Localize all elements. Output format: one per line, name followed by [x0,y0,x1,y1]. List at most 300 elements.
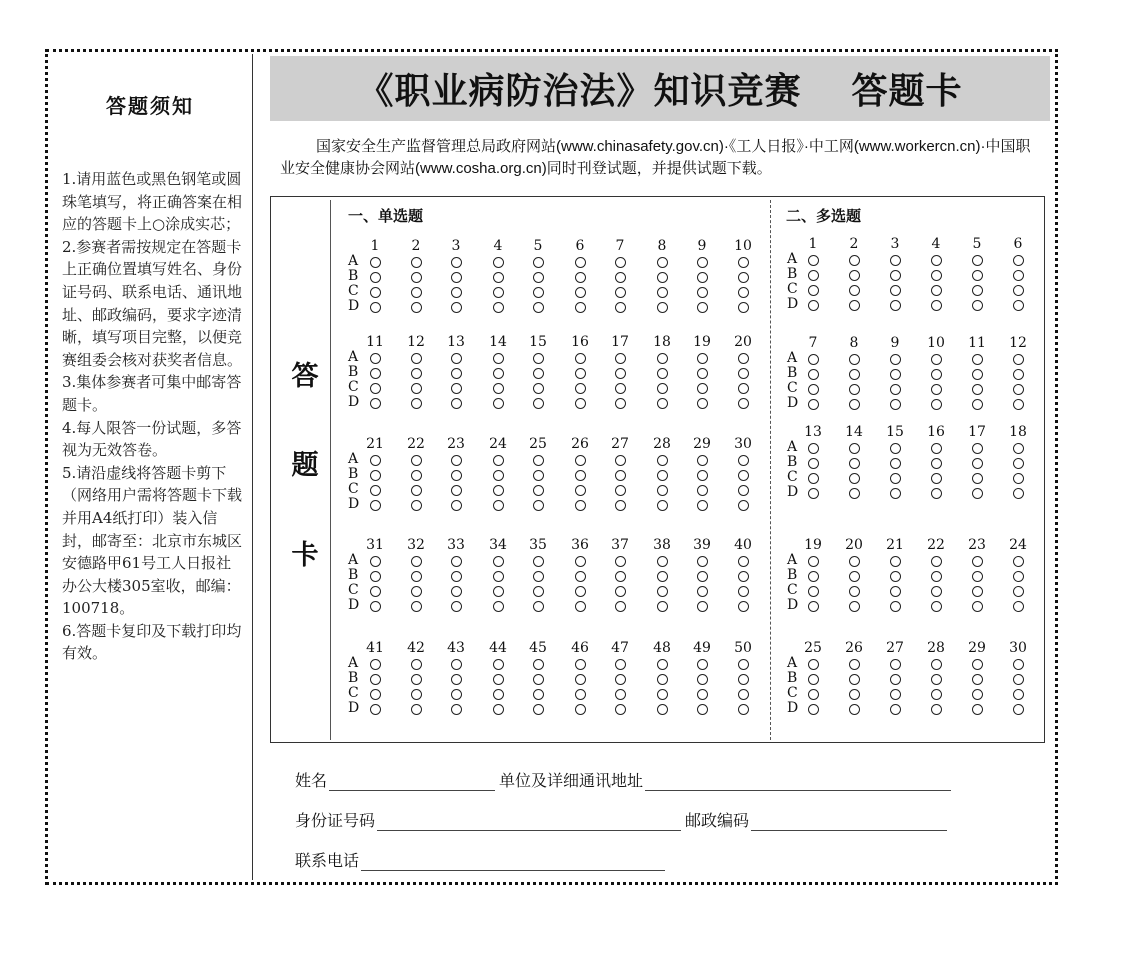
answer-bubble-28-d[interactable] [931,704,942,715]
answer-bubble-28-b[interactable] [931,674,942,685]
answer-bubble-20-d[interactable] [849,601,860,612]
answer-bubble-3-b[interactable] [451,272,462,283]
answer-bubble-16-b[interactable] [931,458,942,469]
answer-bubble-2-c[interactable] [849,285,860,296]
answer-bubble-22-c[interactable] [411,485,422,496]
answer-bubble-13-b[interactable] [808,458,819,469]
answer-bubble-22-d[interactable] [931,601,942,612]
answer-bubble-49-b[interactable] [697,674,708,685]
answer-bubble-32-a[interactable] [411,556,422,567]
answer-bubble-3-a[interactable] [451,257,462,268]
answer-bubble-17-a[interactable] [972,443,983,454]
answer-bubble-15-d[interactable] [890,488,901,499]
answer-bubble-26-d[interactable] [849,704,860,715]
answer-bubble-18-b[interactable] [657,368,668,379]
answer-bubble-50-b[interactable] [738,674,749,685]
answer-bubble-24-c[interactable] [493,485,504,496]
answer-bubble-1-b[interactable] [370,272,381,283]
answer-bubble-27-a[interactable] [615,455,626,466]
answer-bubble-16-b[interactable] [575,368,586,379]
answer-bubble-18-c[interactable] [657,383,668,394]
answer-bubble-33-d[interactable] [451,601,462,612]
answer-bubble-12-d[interactable] [1013,399,1024,410]
answer-bubble-30-a[interactable] [738,455,749,466]
answer-bubble-29-d[interactable] [972,704,983,715]
answer-bubble-32-c[interactable] [411,586,422,597]
answer-bubble-30-c[interactable] [738,485,749,496]
answer-bubble-10-c[interactable] [931,384,942,395]
answer-bubble-38-a[interactable] [657,556,668,567]
answer-bubble-3-c[interactable] [451,287,462,298]
answer-bubble-15-c[interactable] [890,473,901,484]
answer-bubble-18-d[interactable] [657,398,668,409]
answer-bubble-30-c[interactable] [1013,689,1024,700]
answer-bubble-8-c[interactable] [849,384,860,395]
answer-bubble-5-d[interactable] [533,302,544,313]
answer-bubble-10-a[interactable] [738,257,749,268]
answer-bubble-48-c[interactable] [657,689,668,700]
answer-bubble-23-b[interactable] [972,571,983,582]
answer-bubble-19-c[interactable] [808,586,819,597]
answer-bubble-46-d[interactable] [575,704,586,715]
answer-bubble-24-b[interactable] [493,470,504,481]
answer-bubble-13-a[interactable] [451,353,462,364]
answer-bubble-42-d[interactable] [411,704,422,715]
answer-bubble-4-d[interactable] [931,300,942,311]
answer-bubble-6-d[interactable] [575,302,586,313]
answer-bubble-50-d[interactable] [738,704,749,715]
answer-bubble-47-a[interactable] [615,659,626,670]
answer-bubble-36-d[interactable] [575,601,586,612]
answer-bubble-7-a[interactable] [808,354,819,365]
answer-bubble-12-a[interactable] [411,353,422,364]
answer-bubble-21-b[interactable] [370,470,381,481]
answer-bubble-4-b[interactable] [493,272,504,283]
answer-bubble-26-a[interactable] [575,455,586,466]
answer-bubble-3-b[interactable] [890,270,901,281]
answer-bubble-47-d[interactable] [615,704,626,715]
answer-bubble-18-d[interactable] [1013,488,1024,499]
answer-bubble-6-b[interactable] [575,272,586,283]
answer-bubble-44-a[interactable] [493,659,504,670]
answer-bubble-7-c[interactable] [808,384,819,395]
answer-bubble-19-d[interactable] [697,398,708,409]
answer-bubble-11-b[interactable] [370,368,381,379]
answer-bubble-47-b[interactable] [615,674,626,685]
answer-bubble-9-d[interactable] [890,399,901,410]
answer-bubble-16-c[interactable] [575,383,586,394]
answer-bubble-2-b[interactable] [849,270,860,281]
answer-bubble-34-c[interactable] [493,586,504,597]
answer-bubble-8-d[interactable] [657,302,668,313]
answer-bubble-19-d[interactable] [808,601,819,612]
answer-bubble-3-a[interactable] [890,255,901,266]
answer-bubble-22-b[interactable] [411,470,422,481]
answer-bubble-41-a[interactable] [370,659,381,670]
answer-bubble-5-a[interactable] [972,255,983,266]
answer-bubble-27-b[interactable] [615,470,626,481]
answer-bubble-23-c[interactable] [972,586,983,597]
answer-bubble-39-d[interactable] [697,601,708,612]
answer-bubble-11-d[interactable] [972,399,983,410]
answer-bubble-10-b[interactable] [931,369,942,380]
answer-bubble-43-c[interactable] [451,689,462,700]
answer-bubble-1-b[interactable] [808,270,819,281]
answer-bubble-17-d[interactable] [615,398,626,409]
id-number-field[interactable] [377,812,681,831]
answer-bubble-28-a[interactable] [657,455,668,466]
answer-bubble-11-b[interactable] [972,369,983,380]
answer-bubble-22-b[interactable] [931,571,942,582]
answer-bubble-19-a[interactable] [697,353,708,364]
answer-bubble-11-a[interactable] [370,353,381,364]
answer-bubble-35-c[interactable] [533,586,544,597]
answer-bubble-37-a[interactable] [615,556,626,567]
answer-bubble-8-b[interactable] [849,369,860,380]
answer-bubble-2-a[interactable] [849,255,860,266]
answer-bubble-12-d[interactable] [411,398,422,409]
answer-bubble-11-c[interactable] [972,384,983,395]
answer-bubble-22-a[interactable] [931,556,942,567]
answer-bubble-49-d[interactable] [697,704,708,715]
answer-bubble-5-b[interactable] [972,270,983,281]
answer-bubble-21-c[interactable] [890,586,901,597]
answer-bubble-35-d[interactable] [533,601,544,612]
answer-bubble-34-d[interactable] [493,601,504,612]
answer-bubble-20-a[interactable] [849,556,860,567]
answer-bubble-2-c[interactable] [411,287,422,298]
answer-bubble-41-b[interactable] [370,674,381,685]
answer-bubble-48-a[interactable] [657,659,668,670]
answer-bubble-25-d[interactable] [533,500,544,511]
answer-bubble-25-c[interactable] [533,485,544,496]
answer-bubble-1-a[interactable] [808,255,819,266]
answer-bubble-32-b[interactable] [411,571,422,582]
answer-bubble-30-a[interactable] [1013,659,1024,670]
answer-bubble-15-a[interactable] [890,443,901,454]
answer-bubble-27-d[interactable] [890,704,901,715]
answer-bubble-26-c[interactable] [575,485,586,496]
name-field[interactable] [329,772,495,791]
answer-bubble-49-c[interactable] [697,689,708,700]
answer-bubble-4-b[interactable] [931,270,942,281]
answer-bubble-21-c[interactable] [370,485,381,496]
answer-bubble-1-c[interactable] [808,285,819,296]
answer-bubble-23-d[interactable] [451,500,462,511]
answer-bubble-10-c[interactable] [738,287,749,298]
answer-bubble-20-c[interactable] [738,383,749,394]
answer-bubble-11-a[interactable] [972,354,983,365]
answer-bubble-3-c[interactable] [890,285,901,296]
answer-bubble-23-b[interactable] [451,470,462,481]
answer-bubble-12-c[interactable] [411,383,422,394]
answer-bubble-36-c[interactable] [575,586,586,597]
answer-bubble-45-a[interactable] [533,659,544,670]
answer-bubble-21-a[interactable] [890,556,901,567]
answer-bubble-6-d[interactable] [1013,300,1024,311]
answer-bubble-23-c[interactable] [451,485,462,496]
answer-bubble-43-d[interactable] [451,704,462,715]
answer-bubble-15-d[interactable] [533,398,544,409]
answer-bubble-1-d[interactable] [370,302,381,313]
answer-bubble-14-d[interactable] [849,488,860,499]
answer-bubble-5-b[interactable] [533,272,544,283]
answer-bubble-14-a[interactable] [849,443,860,454]
answer-bubble-48-b[interactable] [657,674,668,685]
answer-bubble-35-b[interactable] [533,571,544,582]
answer-bubble-12-a[interactable] [1013,354,1024,365]
answer-bubble-16-d[interactable] [931,488,942,499]
answer-bubble-29-d[interactable] [697,500,708,511]
answer-bubble-39-b[interactable] [697,571,708,582]
answer-bubble-33-b[interactable] [451,571,462,582]
answer-bubble-29-c[interactable] [972,689,983,700]
answer-bubble-27-d[interactable] [615,500,626,511]
answer-bubble-16-d[interactable] [575,398,586,409]
answer-bubble-6-b[interactable] [1013,270,1024,281]
answer-bubble-3-d[interactable] [890,300,901,311]
answer-bubble-25-c[interactable] [808,689,819,700]
answer-bubble-10-d[interactable] [738,302,749,313]
answer-bubble-3-d[interactable] [451,302,462,313]
answer-bubble-35-a[interactable] [533,556,544,567]
answer-bubble-31-d[interactable] [370,601,381,612]
answer-bubble-4-d[interactable] [493,302,504,313]
answer-bubble-19-b[interactable] [808,571,819,582]
answer-bubble-39-c[interactable] [697,586,708,597]
answer-bubble-5-a[interactable] [533,257,544,268]
answer-bubble-43-b[interactable] [451,674,462,685]
answer-bubble-9-d[interactable] [697,302,708,313]
answer-bubble-8-a[interactable] [849,354,860,365]
phone-field[interactable] [361,852,665,871]
answer-bubble-42-c[interactable] [411,689,422,700]
answer-bubble-26-d[interactable] [575,500,586,511]
answer-bubble-4-c[interactable] [931,285,942,296]
answer-bubble-24-d[interactable] [1013,601,1024,612]
answer-bubble-13-c[interactable] [808,473,819,484]
answer-bubble-50-c[interactable] [738,689,749,700]
answer-bubble-20-a[interactable] [738,353,749,364]
answer-bubble-11-d[interactable] [370,398,381,409]
answer-bubble-33-c[interactable] [451,586,462,597]
answer-bubble-6-c[interactable] [575,287,586,298]
answer-bubble-34-a[interactable] [493,556,504,567]
answer-bubble-13-d[interactable] [808,488,819,499]
answer-bubble-48-d[interactable] [657,704,668,715]
answer-bubble-22-a[interactable] [411,455,422,466]
answer-bubble-2-b[interactable] [411,272,422,283]
answer-bubble-40-a[interactable] [738,556,749,567]
answer-bubble-46-a[interactable] [575,659,586,670]
answer-bubble-22-c[interactable] [931,586,942,597]
answer-bubble-14-c[interactable] [849,473,860,484]
answer-bubble-46-c[interactable] [575,689,586,700]
answer-bubble-7-b[interactable] [808,369,819,380]
answer-bubble-17-c[interactable] [972,473,983,484]
answer-bubble-6-c[interactable] [1013,285,1024,296]
answer-bubble-12-b[interactable] [1013,369,1024,380]
answer-bubble-28-c[interactable] [657,485,668,496]
answer-bubble-14-b[interactable] [849,458,860,469]
answer-bubble-16-c[interactable] [931,473,942,484]
answer-bubble-36-a[interactable] [575,556,586,567]
answer-bubble-25-b[interactable] [808,674,819,685]
answer-bubble-30-d[interactable] [738,500,749,511]
answer-bubble-27-c[interactable] [615,485,626,496]
answer-bubble-6-a[interactable] [1013,255,1024,266]
answer-bubble-31-a[interactable] [370,556,381,567]
answer-bubble-20-b[interactable] [849,571,860,582]
answer-bubble-25-a[interactable] [533,455,544,466]
answer-bubble-29-a[interactable] [697,455,708,466]
answer-bubble-18-c[interactable] [1013,473,1024,484]
answer-bubble-21-d[interactable] [890,601,901,612]
answer-bubble-44-c[interactable] [493,689,504,700]
answer-bubble-1-a[interactable] [370,257,381,268]
answer-bubble-6-a[interactable] [575,257,586,268]
answer-bubble-25-b[interactable] [533,470,544,481]
answer-bubble-10-a[interactable] [931,354,942,365]
answer-bubble-29-b[interactable] [972,674,983,685]
answer-bubble-17-b[interactable] [972,458,983,469]
answer-bubble-23-d[interactable] [972,601,983,612]
answer-bubble-45-b[interactable] [533,674,544,685]
answer-bubble-47-c[interactable] [615,689,626,700]
answer-bubble-12-c[interactable] [1013,384,1024,395]
answer-bubble-15-c[interactable] [533,383,544,394]
answer-bubble-2-d[interactable] [411,302,422,313]
answer-bubble-8-c[interactable] [657,287,668,298]
answer-bubble-41-c[interactable] [370,689,381,700]
answer-bubble-40-b[interactable] [738,571,749,582]
answer-bubble-23-a[interactable] [972,556,983,567]
answer-bubble-38-d[interactable] [657,601,668,612]
answer-bubble-24-a[interactable] [1013,556,1024,567]
answer-bubble-37-c[interactable] [615,586,626,597]
answer-bubble-11-c[interactable] [370,383,381,394]
answer-bubble-4-c[interactable] [493,287,504,298]
answer-bubble-19-c[interactable] [697,383,708,394]
answer-bubble-44-b[interactable] [493,674,504,685]
answer-bubble-18-b[interactable] [1013,458,1024,469]
answer-bubble-44-d[interactable] [493,704,504,715]
answer-bubble-14-c[interactable] [493,383,504,394]
answer-bubble-16-a[interactable] [931,443,942,454]
answer-bubble-4-a[interactable] [493,257,504,268]
answer-bubble-15-b[interactable] [533,368,544,379]
answer-bubble-26-b[interactable] [575,470,586,481]
answer-bubble-7-c[interactable] [615,287,626,298]
answer-bubble-42-a[interactable] [411,659,422,670]
answer-bubble-14-a[interactable] [493,353,504,364]
answer-bubble-28-b[interactable] [657,470,668,481]
answer-bubble-9-b[interactable] [890,369,901,380]
answer-bubble-7-d[interactable] [808,399,819,410]
answer-bubble-24-b[interactable] [1013,571,1024,582]
answer-bubble-31-c[interactable] [370,586,381,597]
answer-bubble-18-a[interactable] [1013,443,1024,454]
answer-bubble-24-d[interactable] [493,500,504,511]
answer-bubble-24-c[interactable] [1013,586,1024,597]
answer-bubble-46-b[interactable] [575,674,586,685]
answer-bubble-9-b[interactable] [697,272,708,283]
answer-bubble-9-c[interactable] [697,287,708,298]
answer-bubble-26-b[interactable] [849,674,860,685]
answer-bubble-8-d[interactable] [849,399,860,410]
answer-bubble-17-d[interactable] [972,488,983,499]
answer-bubble-29-a[interactable] [972,659,983,670]
answer-bubble-9-a[interactable] [697,257,708,268]
answer-bubble-13-b[interactable] [451,368,462,379]
answer-bubble-36-b[interactable] [575,571,586,582]
answer-bubble-13-d[interactable] [451,398,462,409]
answer-bubble-37-b[interactable] [615,571,626,582]
answer-bubble-25-a[interactable] [808,659,819,670]
answer-bubble-7-d[interactable] [615,302,626,313]
answer-bubble-15-a[interactable] [533,353,544,364]
answer-bubble-1-d[interactable] [808,300,819,311]
answer-bubble-20-d[interactable] [738,398,749,409]
answer-bubble-1-c[interactable] [370,287,381,298]
answer-bubble-18-a[interactable] [657,353,668,364]
answer-bubble-45-d[interactable] [533,704,544,715]
answer-bubble-13-c[interactable] [451,383,462,394]
answer-bubble-21-a[interactable] [370,455,381,466]
answer-bubble-30-b[interactable] [738,470,749,481]
answer-bubble-26-c[interactable] [849,689,860,700]
answer-bubble-7-a[interactable] [615,257,626,268]
answer-bubble-49-a[interactable] [697,659,708,670]
answer-bubble-38-b[interactable] [657,571,668,582]
answer-bubble-8-b[interactable] [657,272,668,283]
answer-bubble-2-d[interactable] [849,300,860,311]
answer-bubble-19-a[interactable] [808,556,819,567]
answer-bubble-34-b[interactable] [493,571,504,582]
answer-bubble-12-b[interactable] [411,368,422,379]
answer-bubble-10-b[interactable] [738,272,749,283]
answer-bubble-32-d[interactable] [411,601,422,612]
answer-bubble-5-c[interactable] [972,285,983,296]
answer-bubble-27-c[interactable] [890,689,901,700]
answer-bubble-23-a[interactable] [451,455,462,466]
answer-bubble-20-c[interactable] [849,586,860,597]
answer-bubble-29-c[interactable] [697,485,708,496]
answer-bubble-13-a[interactable] [808,443,819,454]
answer-bubble-30-b[interactable] [1013,674,1024,685]
answer-bubble-17-c[interactable] [615,383,626,394]
answer-bubble-39-a[interactable] [697,556,708,567]
answer-bubble-9-a[interactable] [890,354,901,365]
answer-bubble-42-b[interactable] [411,674,422,685]
answer-bubble-17-b[interactable] [615,368,626,379]
answer-bubble-50-a[interactable] [738,659,749,670]
answer-bubble-30-d[interactable] [1013,704,1024,715]
answer-bubble-22-d[interactable] [411,500,422,511]
address-field[interactable] [645,772,951,791]
answer-bubble-28-d[interactable] [657,500,668,511]
answer-bubble-41-d[interactable] [370,704,381,715]
answer-bubble-37-d[interactable] [615,601,626,612]
answer-bubble-31-b[interactable] [370,571,381,582]
answer-bubble-15-b[interactable] [890,458,901,469]
answer-bubble-28-c[interactable] [931,689,942,700]
answer-bubble-14-d[interactable] [493,398,504,409]
answer-bubble-4-a[interactable] [931,255,942,266]
answer-bubble-19-b[interactable] [697,368,708,379]
answer-bubble-9-c[interactable] [890,384,901,395]
answer-bubble-17-a[interactable] [615,353,626,364]
